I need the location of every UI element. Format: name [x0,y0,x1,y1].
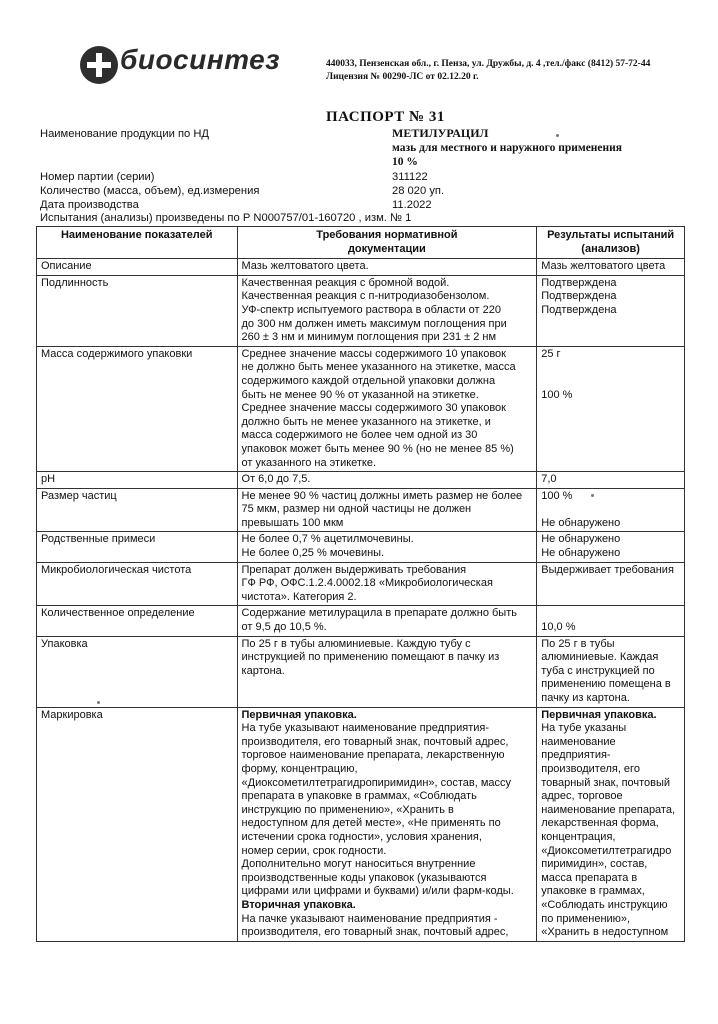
quantity-label: Количество (масса, объем), ед.измерения [40,185,260,197]
row-result: 25 г 100 % [537,346,685,471]
row-name: Количественное определение [37,606,238,636]
row-result: Подтверждена Подтверждена Подтверждена [537,275,685,346]
table-row [37,636,685,707]
table-row [37,488,685,532]
row-name: Описание [37,259,238,276]
row-requirement: По 25 г в тубы алюминиевые. Каждую тубу с инструкцией по применению помещают в пачку из картона. [237,636,537,707]
row-name: Маркировка [37,707,238,941]
scan-speck [97,701,100,704]
row-result: Мазь желтоватого цвета [537,259,685,276]
logo-text: биосинтез [120,44,281,75]
row-result: Не обнаружено Не обнаружено [537,532,685,562]
row-result: По 25 г в тубы алюминиевые. Каждая туба с инструкцией по применению помещена в пачку из картона. [537,636,685,707]
row-name: Микробиологическая чистота [37,562,238,606]
table-row [37,707,685,941]
scan-speck [591,494,594,497]
production-date-value: 11.2022 [392,199,432,211]
license-line: Лицензия № 00290-ЛС от 02.12.20 г. [326,72,479,82]
row-result: 7,0 [537,472,685,489]
quantity-value: 28 020 уп. [392,185,445,197]
company-logo [80,46,320,92]
row-name: Родственные примеси [37,532,238,562]
row-requirement: Мазь желтоватого цвета. [237,259,537,276]
company-address [326,58,650,84]
table-row [37,606,685,636]
row-requirement: Среднее значение массы содержимого 10 упаковок не должно быть менее указанного на этикетке, масса содержимого каждой отдельной упаковки должна быть не менее 90 % от указанной на этикетке. Среднее значение массы содержимого 30 упаковок должно быть не менее указанного на этикетке, и масса содержимого не более чем одной из 30 упаковок может быть менее 90 % (но не менее 85 %) от указанного на этикетке. [237,346,537,471]
row-name: Масса содержимого упаковки [37,346,238,471]
table-row [37,275,685,346]
address-line: 440033, Пензенская обл., г. Пенза, ул. Дружбы, д. 4 ,тел./факс (8412) 57-72-44 [326,59,651,69]
table-row [37,259,685,276]
passport-title: ПАСПОРТ № 31 [326,109,445,125]
header-results: Результаты испытаний (анализов) [537,227,685,259]
row-result: Выдерживает требования [537,562,685,606]
scan-speck [556,134,559,137]
medical-cross-icon [80,46,118,84]
table-row [37,532,685,562]
row-requirement: Содержание метилурацила в препарате должно быть от 9,5 до 10,5 %. [237,606,537,636]
row-name: Размер частиц [37,488,238,532]
test-results-table [36,226,685,942]
tests-reference: Испытания (анализы) произведены по Р N000757/01-160720 , изм. № 1 [40,212,412,224]
header-requirements: Требования нормативной документации [237,227,537,259]
production-date-label: Дата производства [40,199,139,211]
header-indicator: Наименование показателей [37,227,238,259]
row-result: 10,0 % [537,606,685,636]
row-name: pH [37,472,238,489]
batch-value: 311122 [392,171,428,183]
product-label: Наименование продукции по НД [40,128,209,140]
row-name: Упаковка [37,636,238,707]
row-requirement: Не более 0,7 % ацетилмочевины. Не более 0,25 % мочевины. [237,532,537,562]
table-row [37,346,685,471]
product-concentration: 10 % [392,156,418,168]
row-result: 100 % Не обнаружено [537,488,685,532]
row-requirement: Не менее 90 % частиц должны иметь размер не более 75 мкм, размер ни одной частицы не должен превышать 100 мкм [237,488,537,532]
row-requirement: От 6,0 до 7,5. [237,472,537,489]
batch-label: Номер партии (серии) [40,171,155,183]
product-name: МЕТИЛУРАЦИЛ [392,126,489,140]
row-name: Подлинность [37,275,238,346]
table-row [37,472,685,489]
table-header-row [37,227,685,259]
row-requirement: Качественная реакция с бромной водой. Качественная реакция с п-нитродиазобензолом. УФ-спектр испытуемого раствора в области от 220 до 300 нм должен иметь максимум поглощения при 260 ± 3 нм и минимум поглощения при 231 ± 2 нм [237,275,537,346]
row-requirement: Препарат должен выдерживать требования ГФ РФ, ОФС.1.2.4.0002.18 «Микробиологическая чистота». Категория 2. [237,562,537,606]
product-form: мазь для местного и наружного применения [392,142,622,154]
row-requirement: Первичная упаковка. На тубе указывают наименование предприятия- производителя, его товарный знак, почтовый адрес, торговое наименование препарата, лекарственную форму, концентрацию, «Диоксометилтетрагидропиримидин», состав, массу препарата в упаковке в граммах, «Соблюдать инструкцию по применению», «Хранить в недоступном для детей месте», «Не применять по истечении срока годности», условия хранения, номер серии, срок годности. Дополнительно могут наноситься внутренние производственные коды упаковок (указываются цифрами или цифрами и буквами) и/или фарм-коды. Вторичная упаковка. На пачке указывают наименование предприятия - производителя, его товарный знак, почтовый адрес, [237,707,537,941]
row-result: Первичная упаковка. На тубе указаны наименование предприятия- производителя, его товарный знак, почтовый адрес, торговое наименование препарата, лекарственная форма, концентрация, «Диоксометилтетрагидро пиримидин», состав, масса препарата в упаковке в граммах, «Соблюдать инструкцию по применению», «Хранить в недоступном [537,707,685,941]
table-row [37,562,685,606]
